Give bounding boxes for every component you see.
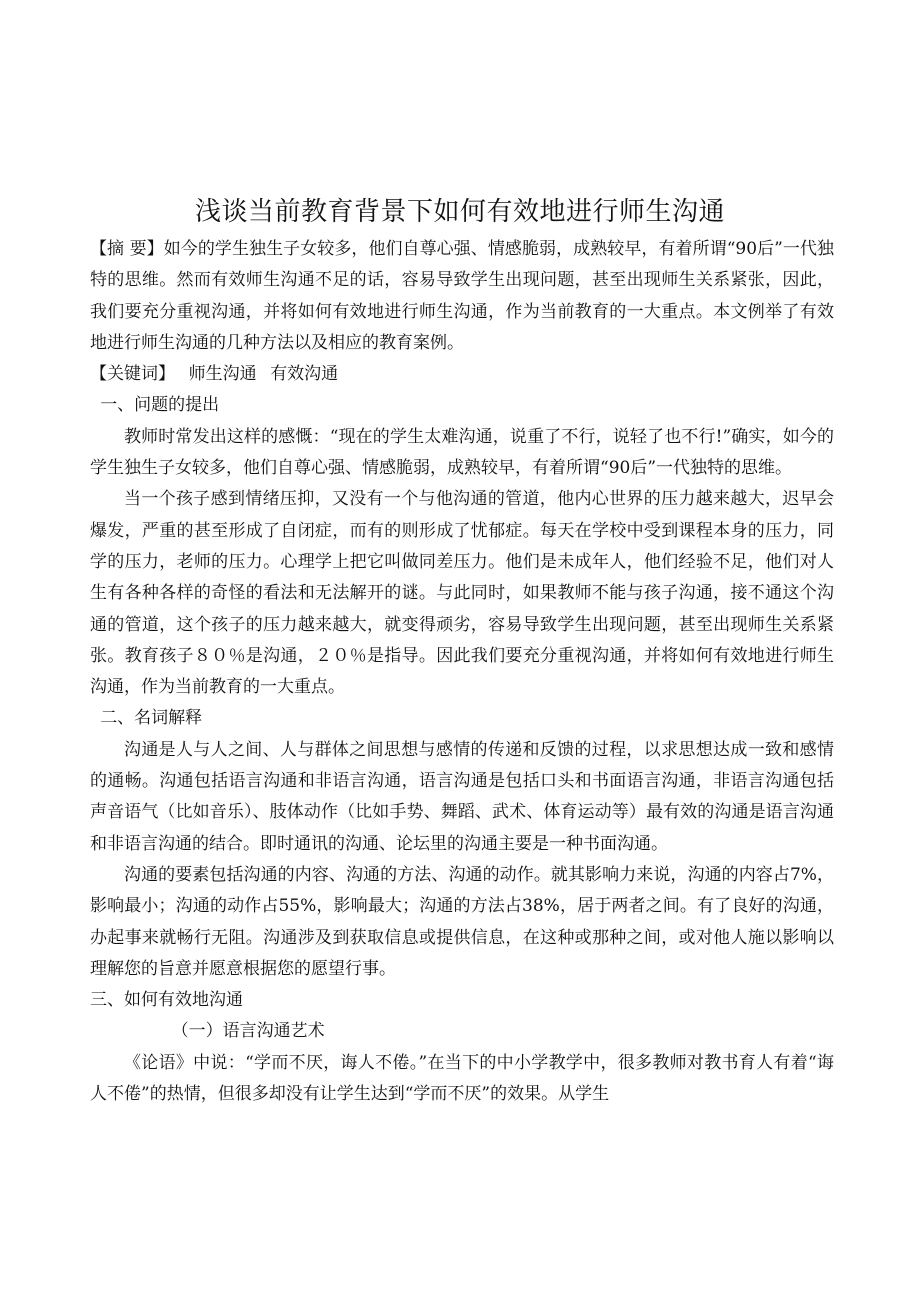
keywords-label: 【关键词】 (90, 364, 175, 385)
abstract-label: 【摘 要】 (90, 239, 164, 259)
keyword-1: 师生沟通 (188, 364, 257, 385)
abstract-paragraph (90, 234, 834, 359)
page-title: 浅谈当前教育背景下如何有效地进行师生沟通 (194, 197, 725, 227)
document-body (90, 234, 834, 1110)
section-heading-3: 三、如何有效地沟通 (90, 990, 243, 1011)
section-heading-1: 一、问题的提出 (100, 395, 220, 416)
section-heading-2: 二、名词解释 (100, 708, 203, 729)
paragraph-4: 沟通的要素包括沟通的内容、沟通的方法、沟通的动作。就其影响力来说，沟通的内容占7%，影响最小；沟通的动作占55%，影响最大；沟通的方法占38%，居于两者之间。有了良好的沟通，办起事来就畅行无阻。沟通涉及到获取信息或提供信息，在这种或那种之间，或对他人施以影响以理解您的旨意并愿意根据您的愿望行事。 (90, 864, 834, 979)
abstract-text: 如今的学生独生子女较多，他们自尊心强、情感脆弱，成熟较早，有着所谓“90后”一代独特的思维。然而有效师生沟通不足的话，容易导致学生出现问题，甚至出现师生关系紧张，因此，我们要充分重视沟通，并将如何有效地进行师生沟通，作为当前教育的一大重点。本文例举了有效地进行师生沟通的几种方法以及相应的教育案例。 (90, 239, 835, 353)
keyword-2: 有效沟通 (270, 364, 339, 385)
subsection-heading-1: （一）语言沟通艺术 (171, 1021, 325, 1042)
keywords-line (90, 359, 834, 390)
paragraph-2: 当一个孩子感到情绪压抑，又没有一个与他沟通的管道，他内心世界的压力越来越大，迟早会爆发，严重的甚至形成了自闭症，而有的则形成了忧郁症。每天在学校中受到课程本身的压力，同学的压力，老师的压力。心理学上把它叫做同差压力。他们是未成年人，他们经验不足，他们对人生有各种各样的奇怪的看法和无法解开的谜。与此同时，如果教师不能与孩子沟通，接不通这个沟通的管道，这个孩子的压力越来越大，就变得顽劣，容易导致学生出现问题，甚至出现师生关系紧张。教育孩子８０％是沟通，２０％是指导。因此我们要充分重视沟通，并将如何有效地进行师生沟通，作为当前教育的一大重点。 (90, 489, 834, 698)
paragraph-1: 教师时常发出这样的感慨：“现在的学生太难沟通，说重了不行，说轻了也不行!”确实，如今的学生独生子女较多，他们自尊心强、情感脆弱，成熟较早，有着所谓“90后”一代独特的思维。 (90, 426, 834, 479)
paragraph-5: 《论语》中说：“学而不厌，诲人不倦。”在当下的中小学教学中，很多教师对教书育人有着“诲人不倦”的热情，但很多却没有让学生达到“学而不厌”的效果。从学生 (90, 1052, 834, 1105)
paragraph-3: 沟通是人与人之间、人与群体之间思想与感情的传递和反馈的过程，以求思想达成一致和感情的通畅。沟通包括语言沟通和非语言沟通，语言沟通是包括口头和书面语言沟通，非语言沟通包括声音语气（比如音乐）、肢体动作（比如手势、舞蹈、武术、体育运动等）最有效的沟通是语言沟通和非语言沟通的结合。即时通讯的沟通、论坛里的沟通主要是一种书面沟通。 (90, 739, 834, 854)
